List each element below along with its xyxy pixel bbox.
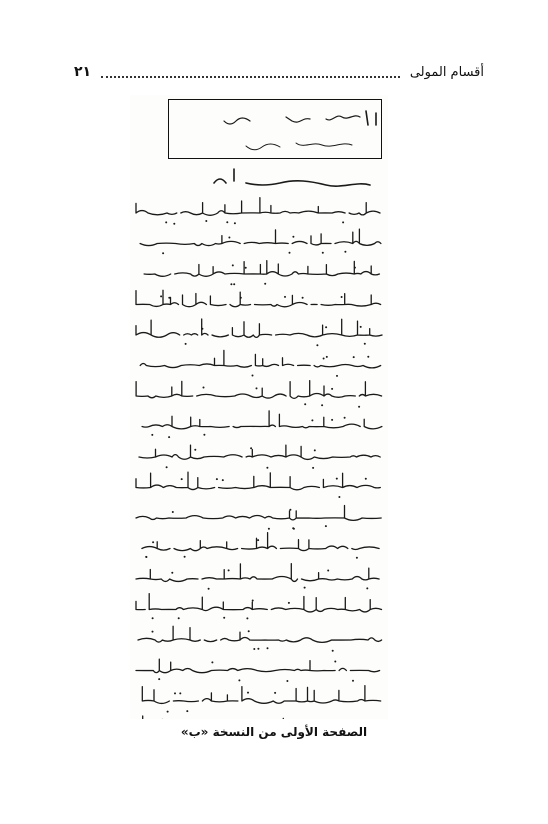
manuscript-line	[139, 445, 380, 459]
diacritic-dot	[286, 680, 288, 682]
figure-caption: الصفحة الأولى من النسخة «ب»	[180, 725, 368, 739]
diacritic-dot	[194, 449, 196, 451]
diacritic-dot	[248, 630, 250, 632]
manuscript-line	[140, 350, 381, 368]
diacritic-dot	[211, 661, 213, 663]
diacritic-dot	[162, 252, 164, 254]
diacritic-dot	[268, 528, 270, 530]
page-number: ٢١	[74, 64, 92, 80]
diacritic-dot	[314, 449, 316, 451]
diacritic-dot	[223, 617, 225, 619]
diacritic-dot	[168, 436, 170, 438]
diacritic-dot	[238, 679, 240, 681]
diacritic-dot	[365, 478, 367, 480]
diacritic-dot	[203, 434, 205, 436]
diacritic-dot	[352, 680, 354, 682]
diacritic-dot	[321, 404, 323, 406]
diacritic-dot	[336, 375, 338, 377]
diacritic-dot	[316, 344, 318, 346]
diacritic-dot	[186, 710, 188, 712]
diacritic-dot	[152, 617, 154, 619]
manuscript-line	[136, 290, 381, 307]
diacritic-dot	[336, 478, 338, 480]
manuscript-line	[136, 381, 382, 399]
diacritic-dot	[325, 326, 327, 328]
diacritic-dot	[264, 283, 266, 285]
diacritic-dot	[344, 417, 346, 419]
diacritic-dot	[292, 236, 294, 238]
diacritic-dot	[274, 692, 276, 694]
diacritic-dot	[338, 496, 340, 498]
diacritic-dot	[171, 572, 173, 574]
diacritic-dot	[250, 447, 252, 449]
diacritic-dot	[252, 375, 254, 377]
diacritic-dot	[257, 648, 259, 650]
diacritic-dot	[257, 539, 259, 541]
diacritic-dot	[342, 221, 344, 223]
manuscript-line	[132, 659, 380, 673]
diacritic-dot	[332, 650, 334, 652]
diacritic-dot	[367, 356, 369, 358]
diacritic-dot	[356, 557, 358, 559]
diacritic-dot	[185, 343, 187, 345]
diacritic-dot	[266, 467, 268, 469]
diacritic-dot	[232, 264, 234, 266]
diacritic-dot	[304, 403, 306, 405]
handwritten-script	[130, 95, 388, 719]
diacritic-dot	[240, 297, 242, 299]
diacritic-dot	[152, 541, 154, 543]
manuscript-line	[143, 716, 380, 719]
manuscript-line	[136, 594, 382, 612]
diacritic-dot	[284, 296, 286, 298]
diacritic-dot	[222, 479, 224, 481]
diacritic-dot	[158, 678, 160, 680]
diacritic-dot	[353, 356, 355, 358]
running-head-title: أقسام المولى	[409, 64, 484, 80]
manuscript-line	[140, 261, 379, 277]
diacritic-dot	[165, 221, 167, 223]
diacritic-dot	[145, 556, 147, 558]
diacritic-dot	[228, 237, 230, 239]
diacritic-dot	[201, 328, 203, 330]
diacritic-dot	[267, 647, 269, 649]
diacritic-dot	[331, 419, 333, 421]
diacritic-dot	[166, 466, 168, 468]
diacritic-dot	[256, 387, 258, 389]
manuscript-line	[140, 229, 381, 245]
diacritic-dot	[354, 267, 356, 269]
diacritic-dot	[322, 252, 324, 254]
manuscript-line	[142, 533, 379, 551]
running-head	[74, 62, 484, 82]
manuscript-line	[134, 626, 382, 642]
diacritic-dot	[234, 222, 236, 224]
diacritic-dot	[293, 528, 295, 530]
manuscript-line	[142, 411, 382, 429]
diacritic-dot	[245, 267, 247, 269]
diacritic-dot	[178, 617, 180, 619]
diacritic-dot	[172, 511, 174, 513]
diacritic-dot	[181, 478, 183, 480]
diacritic-dot	[366, 587, 368, 589]
diacritic-dot	[226, 221, 228, 223]
manuscript-line	[136, 319, 382, 337]
diacritic-dot	[228, 569, 230, 571]
diacritic-dot	[208, 588, 210, 590]
manuscript-image	[130, 95, 388, 719]
diacritic-dot	[312, 467, 314, 469]
diacritic-dot	[247, 692, 249, 694]
diacritic-dot	[325, 525, 327, 527]
diacritic-dot	[233, 283, 235, 285]
diacritic-dot	[311, 419, 313, 421]
diacritic-dot	[160, 295, 162, 297]
diacritic-dot	[344, 251, 346, 253]
diacritic-dot	[358, 406, 360, 408]
diacritic-dot	[205, 220, 207, 222]
diacritic-dot	[326, 356, 328, 358]
diacritic-dot	[246, 617, 248, 619]
dotted-leader	[101, 66, 400, 78]
diacritic-dot	[152, 631, 154, 633]
diacritic-dot	[179, 692, 181, 694]
manuscript-line	[136, 472, 380, 490]
diacritic-dot	[341, 296, 343, 298]
diacritic-dot	[253, 648, 255, 650]
diacritic-dot	[252, 600, 254, 602]
diacritic-dot	[327, 570, 329, 572]
manuscript-line	[136, 198, 380, 216]
diacritic-dot	[334, 661, 336, 663]
diacritic-dot	[173, 223, 175, 225]
diacritic-dot	[167, 711, 169, 713]
diacritic-dot	[151, 434, 153, 436]
diacritic-dot	[168, 297, 170, 299]
diacritic-dot	[360, 326, 362, 328]
diacritic-dot	[289, 509, 291, 511]
diacritic-dot	[302, 297, 304, 299]
diacritic-dot	[364, 343, 366, 345]
diacritic-dot	[289, 252, 291, 254]
diacritic-dot	[230, 283, 232, 285]
diacritic-dot	[331, 388, 333, 390]
diacritic-dot	[174, 692, 176, 694]
manuscript-line	[142, 686, 380, 704]
diacritic-dot	[184, 556, 186, 558]
diacritic-dot	[323, 358, 325, 360]
diacritic-dot	[203, 387, 205, 389]
diacritic-dot	[216, 478, 218, 480]
manuscript-line	[132, 506, 381, 521]
diacritic-dot	[304, 587, 306, 589]
diacritic-dot	[288, 602, 290, 604]
